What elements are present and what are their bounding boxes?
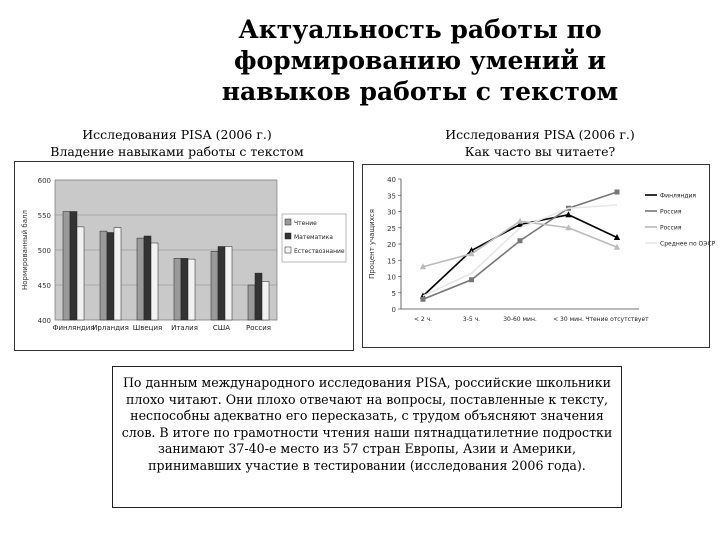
- line-chart: [363, 165, 716, 347]
- y-tick-label: 30: [387, 208, 396, 217]
- y-tick-label: 0: [391, 306, 396, 314]
- y-tick-label: 5: [391, 289, 396, 298]
- bar: [248, 285, 255, 320]
- legend-label: Естествознание: [294, 248, 345, 255]
- x-tick-label: < 30 мин.: [553, 316, 584, 323]
- x-tick-label: Россия: [246, 324, 271, 332]
- bar: [151, 243, 158, 320]
- bar: [262, 282, 269, 321]
- data-point: [565, 211, 571, 217]
- x-tick-label: Италия: [171, 324, 198, 332]
- bar: [174, 258, 181, 320]
- legend-label: Среднее по ОЭСР: [660, 240, 716, 248]
- bar: [181, 258, 188, 320]
- bar: [100, 231, 107, 320]
- bar: [188, 259, 195, 320]
- caption-line: Исследования PISA (2006 г.): [445, 127, 635, 142]
- x-tick-label: 30-60 мин.: [503, 316, 537, 323]
- left-chart-caption: [12, 126, 342, 160]
- y-tick-label: 15: [387, 257, 396, 266]
- bar: [255, 273, 262, 320]
- y-tick-label: 550: [37, 212, 51, 220]
- x-tick-label: < 2 ч.: [413, 316, 433, 323]
- x-tick-label: Ирландия: [92, 324, 129, 332]
- y-tick-label: 10: [387, 273, 396, 282]
- data-point: [518, 238, 523, 243]
- bar-chart-container: [14, 161, 354, 351]
- x-tick-label: 3-5 ч.: [462, 316, 481, 323]
- y-tick-label: 600: [37, 177, 51, 185]
- caption-line: Владение навыками работы с текстом: [50, 144, 304, 159]
- summary-box: [112, 366, 622, 508]
- line-chart-container: [362, 164, 716, 348]
- data-point: [469, 277, 474, 282]
- caption-line: Исследования PISA (2006 г.): [82, 127, 272, 142]
- bar: [77, 227, 84, 320]
- legend-label: Россия: [660, 208, 682, 216]
- y-tick-label: 20: [387, 241, 396, 249]
- y-tick-label: 500: [37, 247, 51, 255]
- title-line: навыков работы с текстом: [221, 77, 619, 106]
- right-chart-caption: [390, 126, 690, 160]
- bar-chart: [15, 162, 353, 350]
- legend-label: Математика: [294, 234, 333, 241]
- bar: [114, 228, 121, 320]
- bar: [70, 212, 77, 321]
- x-tick-label: Чтение отсутствует: [585, 316, 649, 323]
- legend-swatch: [285, 247, 291, 253]
- caption-line: Как часто вы читаете?: [464, 144, 616, 159]
- legend-swatch: [285, 219, 291, 225]
- slide-title: [205, 14, 635, 107]
- y-axis-label: Нормированный балл: [21, 210, 29, 290]
- bar: [63, 212, 70, 321]
- y-tick-label: 25: [387, 224, 396, 233]
- summary-text: По данным международного исследования PISA, российские школьники плохо читают. Они плохо отвечают на вопросы, поставленные к тексту, неспособны адекватно его пересказать, с трудом объясняют значения слов. В итоге по грамотности чтения наши пятнадцатилетние подростки занимают 37-40-е место из 57 стран Европы, Азии и Америки, принимавших участие в тестировании (исследования 2006 года).: [121, 375, 613, 473]
- y-axis-label: Процент учащихся: [368, 209, 376, 279]
- y-tick-label: 400: [37, 317, 51, 325]
- data-point: [421, 297, 426, 302]
- title-line: Актуальность работы по: [238, 15, 602, 44]
- y-tick-label: 450: [37, 282, 51, 290]
- legend-label: Россия: [660, 224, 682, 232]
- bar: [225, 247, 232, 321]
- x-tick-label: США: [212, 324, 231, 332]
- bar: [144, 236, 151, 320]
- y-tick-label: 35: [387, 192, 396, 201]
- y-tick-label: 40: [387, 176, 396, 184]
- title-line: формированию умений и: [233, 46, 607, 75]
- legend-swatch: [285, 233, 291, 239]
- legend-label: Чтение: [294, 220, 317, 227]
- x-tick-label: Финляндия: [52, 324, 95, 332]
- data-point: [615, 190, 620, 195]
- bar: [137, 238, 144, 320]
- bar: [107, 233, 114, 321]
- bar: [218, 247, 225, 321]
- bar: [211, 251, 218, 320]
- legend-label: Финляндия: [660, 192, 697, 200]
- x-tick-label: Швеция: [132, 324, 163, 332]
